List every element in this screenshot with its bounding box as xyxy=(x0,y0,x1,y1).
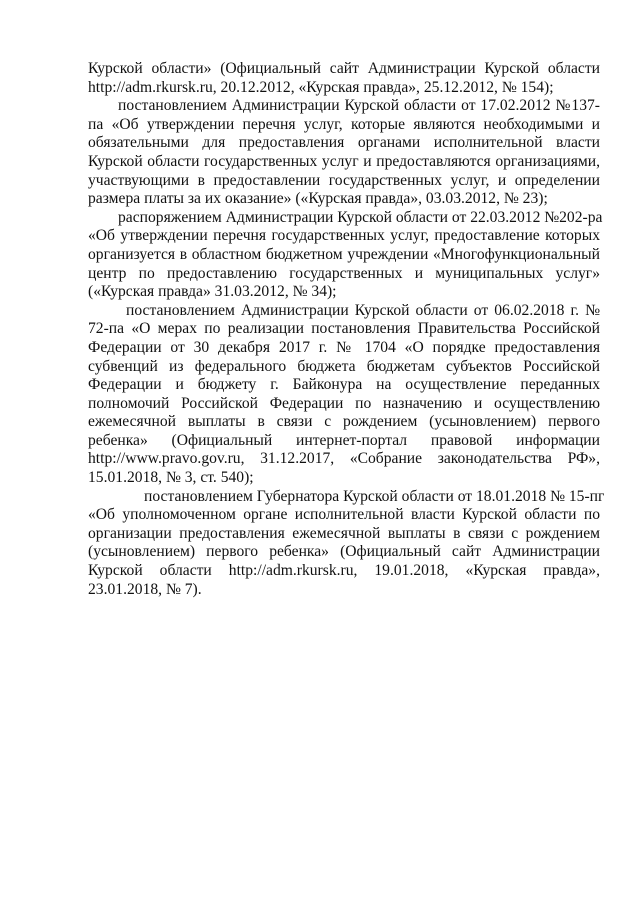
text-line: Курской области государственных услуг и предоставляются организациями, xyxy=(88,152,600,170)
paragraph-postanovlenie-15-pg xyxy=(88,487,605,600)
text-line: http://www.pravo.gov.ru, 31.12.2017, «Собрание законодательства РФ», xyxy=(88,450,600,468)
text-line: 72-па «О мерах по реализации постановления Правительства Российской xyxy=(88,320,600,338)
text-line: «Об утверждении перечня государственных услуг, предоставление которых xyxy=(88,227,600,245)
text-line: субвенций из федерального бюджета бюджетам субъектов Российской xyxy=(88,357,600,375)
text-line: Курской области http://adm.rkursk.ru, 19.01.2018, «Курская правда», xyxy=(88,562,600,580)
text-line: постановлением Администрации Курской области от 06.02.2018 г. № xyxy=(126,301,600,319)
paragraph-oficialnyi-sait-continuation xyxy=(88,60,600,97)
text-line: Федерации от 30 декабря 2017 г. № 1704 «О порядке предоставления xyxy=(88,338,600,356)
text-line: ребенка» (Официальный интернет-портал правовой информации xyxy=(88,431,600,449)
text-line: обязательными для предоставления органами исполнительной власти xyxy=(88,134,600,152)
text-line: центр по предоставлению государственных и муниципальных услуг» xyxy=(88,264,600,282)
paragraph-postanovlenie-72-pa xyxy=(88,302,600,488)
text-line: Федерации и бюджету г. Байконура на осуществление переданных xyxy=(88,376,600,394)
text-line: (усыновлением) первого ребенка» (Официальный сайт Администрации xyxy=(88,543,600,561)
text-line: организации предоставления ежемесячной выплаты в связи с рождением xyxy=(88,524,600,542)
text-line: участвующими в предоставлении государственных услуг, и определении xyxy=(88,171,600,189)
text-line: постановлением Администрации Курской области от 17.02.2012 №137- xyxy=(118,97,600,115)
paragraph-postanovlenie-137-pa xyxy=(88,97,600,209)
document-body xyxy=(88,60,605,599)
text-line: распоряжением Администрации Курской области от 22.03.2012 №202-ра xyxy=(118,208,603,226)
text-line: Курской области» (Официальный сайт Администрации Курской области xyxy=(88,60,600,77)
text-line: постановлением Губернатора Курской области от 18.01.2018 № 15-пг xyxy=(144,487,605,505)
text-line: полномочий Российской Федерации по назначению и осуществлению xyxy=(88,394,600,412)
text-line: ежемесячной выплаты в связи с рождением (усыновлением) первого xyxy=(88,413,600,431)
text-line: http://adm.rkursk.ru, 20.12.2012, «Курская правда», 25.12.2012, № 154); xyxy=(88,78,554,96)
text-line: па «Об утверждении перечня услуг, которые являются необходимыми и xyxy=(88,115,600,133)
text-line: («Курская правда» 31.03.2012, № 34); xyxy=(88,283,337,301)
text-line: 15.01.2018, № 3, ст. 540); xyxy=(88,469,254,487)
text-line: организуется в областном бюджетном учреждении «Многофункциональный xyxy=(88,245,600,263)
paragraph-rasporyazhenie-202-ra xyxy=(88,208,603,302)
text-line: размера платы за их оказание» («Курская правда», 03.03.2012, № 23); xyxy=(88,190,548,208)
text-line: «Об уполномоченном органе исполнительной власти Курской области по xyxy=(88,506,600,524)
text-line: 23.01.2018, № 7). xyxy=(88,580,202,598)
